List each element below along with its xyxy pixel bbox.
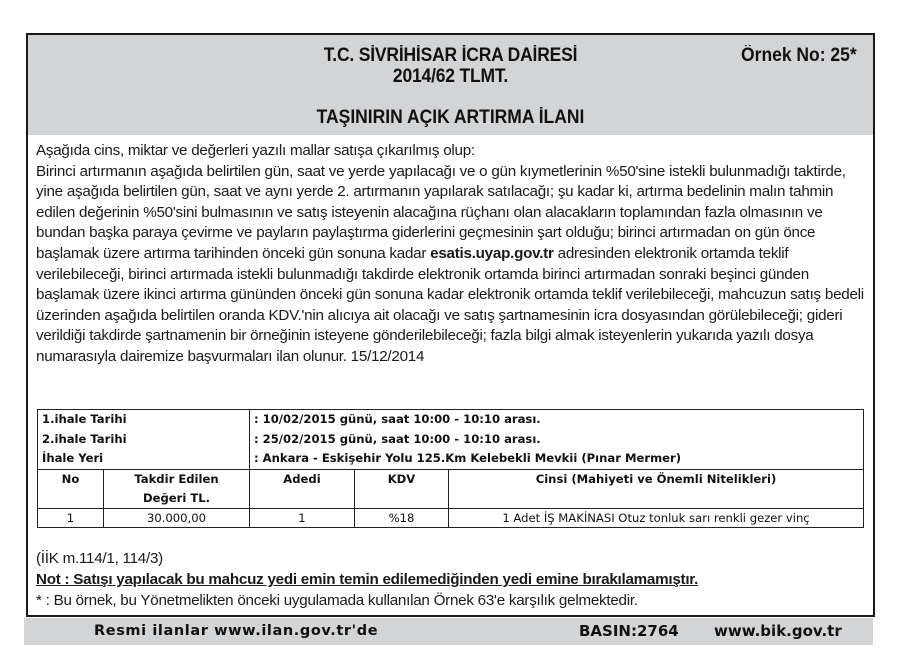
form-number: Örnek No: 25* (741, 45, 857, 66)
notice-frame (26, 33, 875, 617)
notice-title: TAŞINIRIN AÇIK ARTIRMA İLANI (316, 107, 585, 128)
main-paragraph (36, 162, 868, 368)
col-header-value: Takdir Edilen Değeri TL. (104, 469, 250, 508)
auction-place: : Ankara - Eskişehir Yolu 125.Km Kelebekli Mevkii (Pınar Mermer) (254, 451, 682, 465)
official-ads-link[interactable]: Resmi ilanlar www.ilan.gov.tr'de (94, 623, 379, 639)
paragraph-part-2: adresinden elektronik ortamda teklif verilebileceği, birinci artırmada istekli bulunmadığı takdirde elektronik ortamda birinci artırmadan sonraki beşinci günden başlamak üzere ikinci artırma gününden önceki gün sonuna kadar elektronik ortamda teklif verilebileceği, mahcuzun satış bedeli üzerinden aşağıda belirtilen oranda KDV.'nin alıcıya ait olacağı ve satış şartnamesinin icra dosyasından görülebileceği; gideri verildiği takdirde şartnamenin bir örneğinin isteyene gönderilebileceği; fazla bilgi almak isteyenlerin yukarıda yazılı dosya numarasıyla dairemize başvurmaları ilan olunur. 15/12/2014 (36, 244, 864, 365)
table-header-row (38, 469, 864, 508)
publication-footer (24, 618, 873, 645)
first-auction-label: 1.ihale Tarihi (42, 412, 127, 426)
notice-body (36, 141, 868, 368)
office-title (62, 45, 839, 87)
col-header-no: No (38, 469, 104, 508)
cell-quantity: 1 (250, 508, 355, 527)
auction-info-values (250, 410, 864, 470)
auction-place-label: İhale Yeri (42, 451, 104, 465)
col-header-quantity: Adedi (250, 469, 355, 508)
first-auction-date: : 10/02/2015 günü, saat 10:00 - 10:10 arası. (254, 412, 541, 426)
file-number: 2014/62 TLMT. (392, 66, 509, 87)
law-reference: (İİK m.114/1, 114/3) (36, 550, 163, 567)
footnote: * : Bu örnek, bu Yönetmelikten önceki uygulamada kullanılan Örnek 63'e karşılık gelmektedir. (36, 592, 638, 609)
press-number: BASIN:2764 (579, 622, 679, 640)
auction-table (37, 409, 864, 528)
esatis-link[interactable]: esatis.uyap.gov.tr (430, 244, 554, 262)
auction-info-labels (38, 410, 250, 470)
auction-info-row (38, 410, 864, 470)
office-name: T.C. SİVRİHİSAR İCRA DAİRESİ (323, 45, 578, 66)
col-header-description: Cinsi (Mahiyeti ve Önemli Nitelikleri) (449, 469, 864, 508)
notice-header (28, 35, 873, 135)
cell-value: 30.000,00 (104, 508, 250, 527)
custody-note: Not : Satışı yapılacak bu mahcuz yedi emin temin edilemediğinden yedi emine bırakılamamıştır. (36, 571, 699, 588)
paragraph-part-1: Birinci artırmanın aşağıda belirtilen gün, saat ve yerde yapılacağı ve o gün kıymetlerinin %50'sine istekli bulunmadığı taktirde, yine aşağıda belirtilen gün, saat ve aynı yerde 2. artırmanın yapılarak satılacağı; şu kadar ki, artırma bedelinin malın tahmin edilen değerinin %50'sini bulmasının ve satış isteyenin alacağına rüçhanı olan alacakların toplamından fazla olmasının ve bundan başka paraya çevirme ve payların paylaştırma giderlerini geçmesinin şart olduğu; birinci artırmadan on gün önce başlamak üzere artırma tarihinden önceki gün sonuna kadar (36, 162, 846, 262)
table-row (38, 508, 864, 527)
cell-description: 1 Adet İŞ MAKİNASI Otuz tonluk sarı renkli gezer vinç (449, 508, 864, 527)
cell-vat: %18 (355, 508, 449, 527)
notice-footer-text (36, 548, 871, 611)
second-auction-label: 2.ihale Tarihi (42, 431, 127, 446)
col-header-vat: KDV (355, 469, 449, 508)
intro-text: Aşağıda cins, miktar ve değerleri yazılı mallar satışa çıkarılmış olup: (36, 142, 475, 159)
bik-website-link[interactable]: www.bik.gov.tr (714, 622, 842, 640)
second-auction-date: : 25/02/2015 günü, saat 10:00 - 10:10 arası. (254, 431, 541, 446)
cell-no: 1 (38, 508, 104, 527)
